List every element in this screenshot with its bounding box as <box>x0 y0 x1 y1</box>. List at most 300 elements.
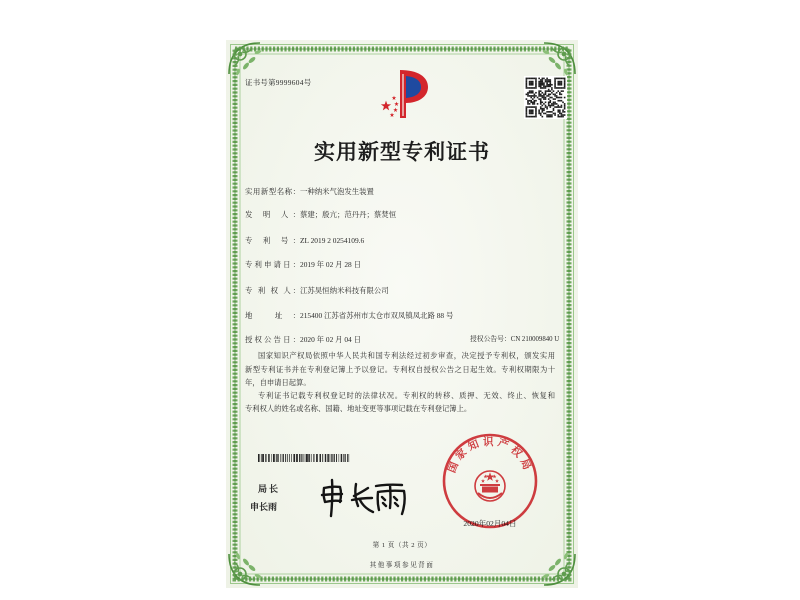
qr-module <box>557 81 559 83</box>
qr-module <box>535 108 537 110</box>
barcode-bar <box>347 454 348 462</box>
qr-module <box>549 81 551 83</box>
qr-module <box>559 92 561 94</box>
barcode-bar <box>334 454 335 462</box>
qr-module <box>543 78 545 80</box>
qr-module <box>556 92 558 94</box>
qr-module <box>538 111 540 113</box>
qr-module <box>526 109 528 111</box>
qr-module <box>530 81 532 83</box>
qr-module <box>538 90 540 92</box>
field-grant-number <box>470 335 559 345</box>
qr-module <box>527 116 529 118</box>
barcode-bar <box>341 454 343 462</box>
qr-module <box>526 108 528 110</box>
qr-module <box>562 114 564 116</box>
qr-module <box>546 106 548 108</box>
qr-module <box>530 84 532 86</box>
qr-module <box>549 114 551 116</box>
qr-module <box>546 95 548 97</box>
qr-module <box>542 101 544 103</box>
qr-module <box>548 95 550 97</box>
qr-module <box>532 109 534 111</box>
patent-office-logo <box>374 68 432 120</box>
qr-module <box>527 92 529 94</box>
qr-module <box>561 94 563 96</box>
qr-module <box>540 84 542 86</box>
qr-module <box>530 78 532 80</box>
qr-module <box>532 87 534 89</box>
qr-module <box>540 94 542 96</box>
qr-module <box>564 103 566 105</box>
qr-module <box>554 101 556 103</box>
qr-module <box>535 109 537 111</box>
barcode-bar <box>336 454 337 462</box>
body-line: 新型专利证书并在专利登记簿上予以登记。专利权自授权公告之日起生效。专利权期限为十 <box>245 365 555 374</box>
qr-module <box>529 100 531 102</box>
barcode-bar <box>299 454 300 462</box>
qr-module <box>554 84 556 86</box>
qr-module <box>548 84 550 86</box>
qr-module <box>532 103 534 105</box>
qr-module <box>559 111 561 113</box>
qr-module <box>549 105 551 107</box>
qr-module <box>538 113 540 115</box>
qr-module <box>543 86 545 88</box>
qr-module <box>561 114 563 116</box>
barcode-bar <box>339 454 340 462</box>
qr-module <box>535 111 537 113</box>
barcode-bar <box>261 454 262 462</box>
qr-module <box>562 116 564 118</box>
qr-module <box>526 81 528 83</box>
qr-module <box>537 97 539 99</box>
qr-module <box>542 111 544 113</box>
qr-module <box>564 108 566 110</box>
qr-module <box>548 114 550 116</box>
field-value: 215400 江苏省苏州市太仓市双凤镇凤北路 88 号 <box>300 311 454 320</box>
qr-module <box>549 111 551 113</box>
qr-module <box>557 97 559 99</box>
qr-module <box>540 82 542 84</box>
qr-module <box>549 82 551 84</box>
qr-module <box>540 113 542 115</box>
qr-module <box>564 106 566 108</box>
qr-module <box>530 97 532 99</box>
qr-module <box>526 114 528 116</box>
barcode-bar <box>343 454 344 462</box>
qr-module <box>532 84 534 86</box>
qr-module <box>543 95 545 97</box>
qr-module <box>532 101 534 103</box>
director-name: 申长雨 <box>250 502 278 512</box>
qr-module <box>530 106 532 108</box>
qr-module <box>543 109 545 111</box>
qr-module <box>548 98 550 100</box>
qr-module <box>538 95 540 97</box>
qr-module <box>542 95 544 97</box>
qr-module <box>543 82 545 84</box>
field-patent-number <box>245 236 364 246</box>
qr-code <box>524 76 567 119</box>
qr-module <box>529 92 531 94</box>
barcode-bar <box>289 454 290 462</box>
qr-module <box>559 94 561 96</box>
qr-module <box>554 79 556 81</box>
qr-module <box>561 82 563 84</box>
qr-module <box>529 109 531 111</box>
qr-module <box>534 87 536 89</box>
qr-module <box>530 100 532 102</box>
qr-module <box>529 106 531 108</box>
qr-module <box>553 109 555 111</box>
field-value: 江苏昊恒纳米科技有限公司 <box>300 286 389 295</box>
qr-module <box>542 84 544 86</box>
seal-arc-text <box>445 435 535 475</box>
field-value: 2019 年 02 月 28 日 <box>300 260 361 269</box>
qr-module <box>529 103 531 105</box>
seal-ring <box>444 435 536 527</box>
qr-module <box>526 82 528 84</box>
qr-module <box>564 97 566 99</box>
qr-module <box>553 105 555 107</box>
qr-module <box>564 105 566 107</box>
qr-module <box>543 113 545 115</box>
footer-note: 其他事项参见背面 <box>369 562 435 569</box>
body-line: 专利权人的姓名或名称、国籍、地址变更等事项记载在专利登记簿上。 <box>245 404 472 413</box>
field-value: 一种纳米气泡发生装置 <box>300 187 374 196</box>
qr-module <box>561 113 563 115</box>
barcode-bar <box>268 454 270 462</box>
qr-module <box>542 97 544 99</box>
qr-module <box>535 92 537 94</box>
field-grant-date <box>245 335 361 345</box>
field-label: 专 利 权 人： <box>245 286 300 295</box>
qr-module <box>549 97 551 99</box>
official-seal <box>440 431 540 531</box>
qr-module <box>551 92 553 94</box>
field-label: 实用新型名称： <box>245 187 300 196</box>
barcode-bar <box>277 454 278 462</box>
national-emblem-icon <box>475 471 505 501</box>
qr-module <box>561 97 563 99</box>
barcode-bar <box>301 454 302 462</box>
qr-module <box>542 105 544 107</box>
qr-module <box>538 78 540 80</box>
qr-module <box>540 103 542 105</box>
barcode-bar <box>308 454 310 462</box>
qr-module <box>540 81 542 83</box>
qr-module <box>530 109 532 111</box>
barcode-bar <box>303 454 304 462</box>
qr-module <box>557 90 559 92</box>
qr-module <box>551 89 553 91</box>
qr-module <box>532 78 534 80</box>
qr-module <box>534 94 536 96</box>
qr-module <box>564 86 566 88</box>
qr-module <box>534 103 536 105</box>
qr-module <box>542 108 544 110</box>
qr-module <box>564 81 566 83</box>
qr-module <box>545 81 547 83</box>
qr-module <box>535 84 537 86</box>
barcode-bar <box>311 454 312 462</box>
field-inventors <box>245 210 396 220</box>
qr-module <box>548 94 550 96</box>
qr-module <box>545 94 547 96</box>
field-label: 地 址： <box>245 311 300 320</box>
qr-module <box>527 94 529 96</box>
qr-module <box>557 106 559 108</box>
qr-module <box>548 81 550 83</box>
qr-module <box>546 114 548 116</box>
qr-module <box>545 97 547 99</box>
qr-module <box>529 82 531 84</box>
qr-module <box>529 113 531 115</box>
qr-module <box>538 92 540 94</box>
qr-module <box>549 101 551 103</box>
qr-module <box>526 84 528 86</box>
qr-module <box>530 111 532 113</box>
qr-module <box>535 81 537 83</box>
qr-module <box>527 78 529 80</box>
qr-module <box>561 105 563 107</box>
qr-module <box>540 114 542 116</box>
qr-module <box>537 103 539 105</box>
barcode-bar <box>345 454 346 462</box>
qr-module <box>543 98 545 100</box>
field-value: CN 210009840 U <box>510 336 560 343</box>
qr-module <box>554 86 556 88</box>
field-value: ZL 2019 2 0254109.6 <box>300 236 365 245</box>
body-line: 年，自申请日起算。 <box>245 378 311 387</box>
qr-module <box>557 105 559 107</box>
barcode-bar <box>349 454 350 462</box>
qr-module <box>546 78 548 80</box>
qr-module <box>551 97 553 99</box>
qr-module <box>549 94 551 96</box>
qr-module <box>534 100 536 102</box>
qr-module <box>546 111 548 113</box>
qr-module <box>554 82 556 84</box>
barcode-bar <box>316 454 318 462</box>
qr-module <box>562 90 564 92</box>
qr-module <box>564 78 566 80</box>
qr-module <box>554 103 556 105</box>
qr-module <box>556 106 558 108</box>
field-label: 发 明 人： <box>245 210 300 219</box>
qr-module <box>543 97 545 99</box>
patent-certificate <box>226 40 578 588</box>
director-title: 局长 <box>258 484 281 494</box>
qr-module <box>538 98 540 100</box>
qr-module <box>561 87 563 89</box>
qr-module <box>564 84 566 86</box>
qr-module <box>535 86 537 88</box>
qr-module <box>529 116 531 118</box>
qr-module <box>526 86 528 88</box>
qr-module <box>532 95 534 97</box>
qr-module <box>535 100 537 102</box>
qr-module <box>549 86 551 88</box>
qr-module <box>530 116 532 118</box>
qr-module <box>553 101 555 103</box>
qr-module <box>530 82 532 84</box>
qr-module <box>535 79 537 81</box>
qr-module <box>542 92 544 94</box>
barcode-bar <box>265 454 266 462</box>
qr-module <box>562 111 564 113</box>
qr-module <box>557 100 559 102</box>
field-label: 授权公告日： <box>245 335 300 344</box>
qr-module <box>542 109 544 111</box>
qr-module <box>556 103 558 105</box>
qr-module <box>551 105 553 107</box>
qr-module <box>562 109 564 111</box>
qr-module <box>532 116 534 118</box>
qr-module <box>527 101 529 103</box>
qr-module <box>546 81 548 83</box>
qr-module <box>561 100 563 102</box>
qr-module <box>545 79 547 81</box>
seal-arc-text-path: 国家知识产权局 <box>446 437 534 475</box>
qr-module <box>564 114 566 116</box>
barcode-bar <box>280 454 281 462</box>
qr-module <box>551 84 553 86</box>
barcode-bar <box>331 454 332 462</box>
qr-module <box>559 109 561 111</box>
qr-module <box>534 116 536 118</box>
qr-module <box>540 100 542 102</box>
qr-module <box>542 87 544 89</box>
qr-module <box>554 113 556 115</box>
field-label: 授权公告号： <box>470 336 511 343</box>
qr-module <box>532 90 534 92</box>
qr-module <box>538 86 540 88</box>
qr-module <box>530 87 532 89</box>
qr-module <box>562 101 564 103</box>
qr-module <box>538 109 540 111</box>
qr-module <box>546 84 548 86</box>
qr-module <box>543 103 545 105</box>
qr-module <box>529 84 531 86</box>
qr-module <box>556 95 558 97</box>
qr-module <box>564 111 566 113</box>
barcode-bar <box>322 454 323 462</box>
qr-module <box>549 116 551 118</box>
qr-module <box>557 109 559 111</box>
qr-module <box>551 114 553 116</box>
qr-module <box>534 78 536 80</box>
qr-module <box>529 111 531 113</box>
qr-module <box>532 81 534 83</box>
qr-module <box>540 106 542 108</box>
qr-module <box>534 97 536 99</box>
field-value: 蔡建；殷亢；范丹丹；蔡焚恒 <box>300 210 397 219</box>
qr-module <box>530 90 532 92</box>
qr-module <box>542 81 544 83</box>
qr-module <box>554 95 556 97</box>
qr-module <box>545 105 547 107</box>
qr-module <box>526 79 528 81</box>
barcode-bar <box>283 454 284 462</box>
qr-module <box>551 87 553 89</box>
qr-module <box>526 87 528 89</box>
qr-module <box>529 81 531 83</box>
qr-module <box>557 84 559 86</box>
qr-module <box>551 111 553 113</box>
barcode-bar <box>291 454 292 462</box>
qr-module <box>534 101 536 103</box>
qr-module <box>559 106 561 108</box>
barcode-bar <box>330 454 331 462</box>
field-utility-model-name <box>245 187 374 197</box>
qr-module <box>530 92 532 94</box>
qr-module <box>546 90 548 92</box>
qr-module <box>545 90 547 92</box>
qr-module <box>540 86 542 88</box>
barcode-bar <box>276 454 277 462</box>
qr-module <box>549 79 551 81</box>
qr-module <box>538 84 540 86</box>
barcode-bar <box>262 454 264 462</box>
qr-module <box>554 106 556 108</box>
qr-module <box>526 113 528 115</box>
field-value: 2020 年 02 月 04 日 <box>300 335 361 344</box>
qr-module <box>548 116 550 118</box>
field-application-date <box>245 260 361 270</box>
qr-module <box>542 116 544 118</box>
qr-module <box>545 92 547 94</box>
qr-module <box>556 87 558 89</box>
qr-module <box>538 94 540 96</box>
qr-module <box>530 95 532 97</box>
barcode <box>258 454 350 462</box>
qr-module <box>532 82 534 84</box>
qr-module <box>527 103 529 105</box>
qr-module <box>545 113 547 115</box>
qr-module <box>561 116 563 118</box>
qr-module <box>546 108 548 110</box>
qr-module <box>559 81 561 83</box>
qr-module <box>543 108 545 110</box>
certificate-title: 实用新型专利证书 <box>314 139 490 164</box>
qr-module <box>527 95 529 97</box>
qr-module <box>548 89 550 91</box>
qr-module <box>548 86 550 88</box>
qr-module <box>557 114 559 116</box>
qr-module <box>535 106 537 108</box>
qr-module <box>557 87 559 89</box>
qr-module <box>545 101 547 103</box>
qr-module <box>538 82 540 84</box>
barcode-bar <box>320 454 321 462</box>
qr-module <box>549 100 551 102</box>
qr-module <box>535 87 537 89</box>
qr-module <box>535 116 537 118</box>
qr-module <box>557 82 559 84</box>
qr-module <box>553 108 555 110</box>
qr-module <box>553 98 555 100</box>
qr-module <box>562 87 564 89</box>
qr-module <box>562 78 564 80</box>
qr-module <box>559 113 561 115</box>
field-address <box>245 311 453 321</box>
qr-module <box>564 87 566 89</box>
barcode-bar <box>313 454 314 462</box>
qr-module <box>527 100 529 102</box>
qr-module <box>540 95 542 97</box>
